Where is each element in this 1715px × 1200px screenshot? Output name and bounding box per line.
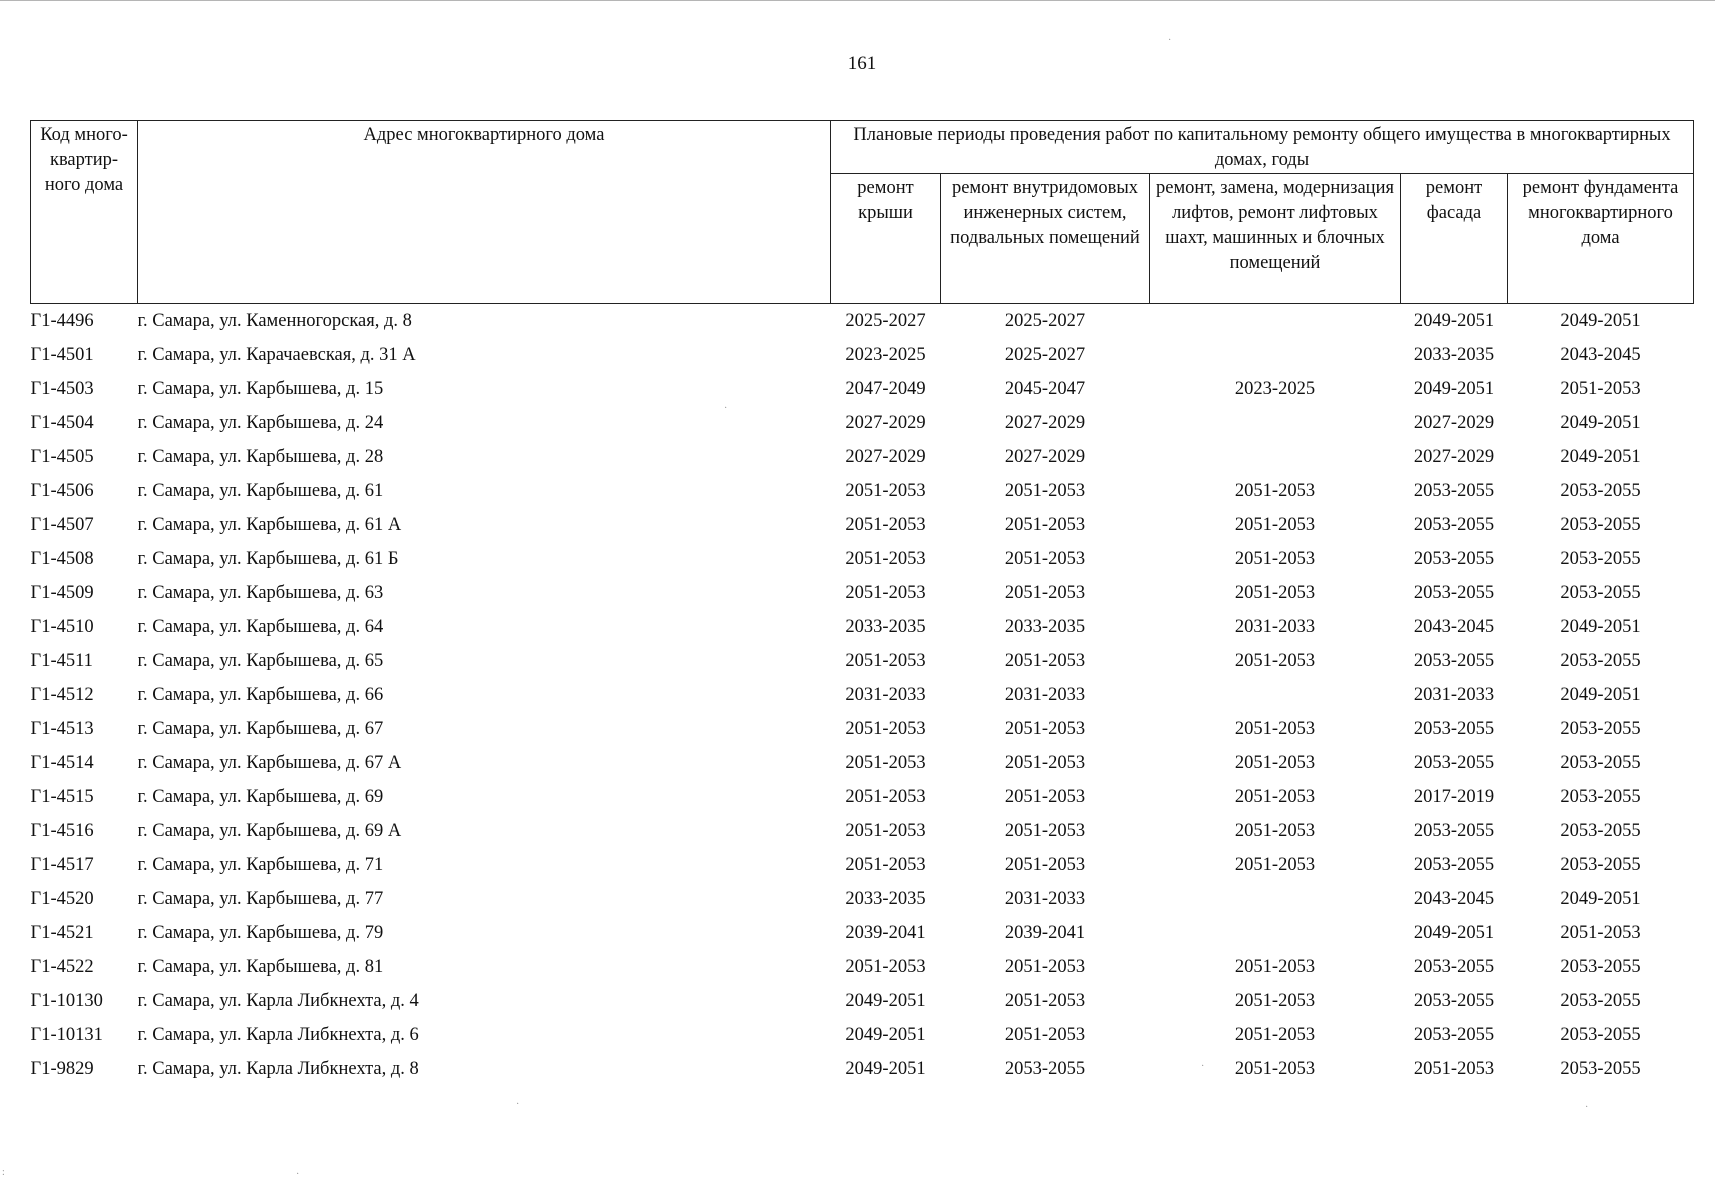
cell-elevators: 2051-2053: [1234, 650, 1316, 671]
header-roof-repair: ремонт крыши: [831, 174, 941, 304]
cell-facade: 2053-2055: [1413, 820, 1495, 841]
table-row: [31, 406, 1694, 440]
table-row: [31, 508, 1694, 542]
cell-engineering-systems: 2031-2033: [1004, 888, 1086, 909]
table-row: [31, 644, 1694, 678]
cell-foundation: 2053-2055: [1560, 480, 1641, 501]
cell-address: г. Самара, ул. Карбышева, д. 67: [137, 718, 384, 739]
cell-roof-repair: 2051-2053: [845, 650, 926, 671]
cell-roof-repair: 2033-2035: [845, 616, 926, 637]
cell-elevators: 2051-2053: [1234, 1024, 1316, 1045]
table-row: [31, 882, 1694, 916]
table-row: [31, 1052, 1694, 1086]
table-row: [31, 984, 1694, 1018]
header-planned-periods: Плановые периоды проведения работ по капитальному ремонту общего имущества в многоквартирных домах, годы: [831, 121, 1694, 174]
cell-facade: 2027-2029: [1413, 446, 1495, 467]
cell-foundation: 2049-2051: [1560, 616, 1641, 637]
table-row: [31, 372, 1694, 406]
cell-elevators: 2051-2053: [1234, 480, 1316, 501]
cell-roof-repair: 2027-2029: [845, 446, 926, 467]
cell-foundation: 2053-2055: [1560, 514, 1641, 535]
cell-foundation: 2049-2051: [1560, 684, 1641, 705]
cell-address: г. Самара, ул. Карбышева, д. 65: [137, 650, 384, 671]
header-facade: ремонт фасада: [1401, 174, 1508, 304]
cell-foundation: 2049-2051: [1560, 446, 1641, 467]
cell-foundation: 2051-2053: [1560, 378, 1641, 399]
cell-foundation: 2053-2055: [1560, 548, 1641, 569]
header-foundation: ремонт фундамента многоквартирного дома: [1508, 174, 1694, 304]
cell-address: г. Самара, ул. Карбышева, д. 61 Б: [137, 548, 399, 569]
cell-elevators: 2051-2053: [1234, 752, 1316, 773]
cell-code: Г1-4506: [30, 480, 94, 501]
page-number: 161: [847, 53, 877, 74]
cell-roof-repair: 2051-2053: [845, 514, 926, 535]
cell-address: г. Самара, ул. Карбышева, д. 69 А: [137, 820, 402, 841]
cell-roof-repair: 2049-2051: [845, 1024, 926, 1045]
cell-elevators: 2051-2053: [1234, 786, 1316, 807]
cell-facade: 2053-2055: [1413, 718, 1495, 739]
cell-elevators: 2051-2053: [1234, 514, 1316, 535]
table-row: [31, 950, 1694, 984]
table-row: [31, 916, 1694, 950]
cell-engineering-systems: 2051-2053: [1004, 650, 1086, 671]
scan-speck: ·: [296, 1169, 300, 1180]
cell-code: Г1-4515: [30, 786, 94, 807]
cell-facade: 2049-2051: [1413, 310, 1495, 331]
table-row: [31, 814, 1694, 848]
cell-address: г. Самара, ул. Карачаевская, д. 31 А: [137, 344, 416, 365]
cell-engineering-systems: 2027-2029: [1004, 446, 1086, 467]
cell-roof-repair: 2051-2053: [845, 820, 926, 841]
header-engineering-systems: ремонт внутридомовых инженерных систем, подвальных помещений: [941, 174, 1150, 304]
cell-elevators: 2051-2053: [1234, 956, 1316, 977]
cell-engineering-systems: 2025-2027: [1004, 310, 1086, 331]
cell-foundation: 2049-2051: [1560, 888, 1641, 909]
cell-roof-repair: 2049-2051: [845, 990, 926, 1011]
cell-code: Г1-9829: [30, 1058, 94, 1079]
cell-foundation: 2053-2055: [1560, 752, 1641, 773]
cell-facade: 2053-2055: [1413, 548, 1495, 569]
cell-code: Г1-4517: [30, 854, 94, 875]
cell-code: Г1-4521: [30, 922, 94, 943]
cell-elevators: 2031-2033: [1234, 616, 1316, 637]
cell-facade: 2053-2055: [1413, 854, 1495, 875]
cell-address: г. Самара, ул. Карбышева, д. 24: [137, 412, 384, 433]
cell-code: Г1-4504: [30, 412, 94, 433]
cell-address: г. Самара, ул. Карбышева, д. 81: [137, 956, 384, 977]
cell-engineering-systems: 2051-2053: [1004, 1024, 1086, 1045]
table-row: [31, 440, 1694, 474]
cell-facade: 2031-2033: [1413, 684, 1495, 705]
cell-engineering-systems: 2051-2053: [1004, 752, 1086, 773]
cell-engineering-systems: 2025-2027: [1004, 344, 1086, 365]
cell-roof-repair: 2051-2053: [845, 752, 926, 773]
cell-code: Г1-4516: [30, 820, 94, 841]
cell-address: г. Самара, ул. Карбышева, д. 77: [137, 888, 384, 909]
cell-code: Г1-10131: [30, 1024, 103, 1045]
cell-roof-repair: 2051-2053: [845, 956, 926, 977]
table-row: [31, 780, 1694, 814]
cell-code: Г1-4509: [30, 582, 94, 603]
cell-address: г. Самара, ул. Карла Либкнехта, д. 6: [137, 1024, 419, 1045]
cell-facade: 2027-2029: [1413, 412, 1495, 433]
cell-code: Г1-4507: [30, 514, 94, 535]
capital-repair-schedule-table: [30, 120, 1694, 1086]
cell-roof-repair: 2031-2033: [845, 684, 926, 705]
cell-engineering-systems: 2051-2053: [1004, 718, 1086, 739]
cell-address: г. Самара, ул. Карла Либкнехта, д. 8: [137, 1058, 419, 1079]
cell-facade: 2053-2055: [1413, 514, 1495, 535]
cell-elevators: 2051-2053: [1234, 718, 1316, 739]
table-row: [31, 610, 1694, 644]
cell-facade: 2043-2045: [1413, 616, 1495, 637]
cell-engineering-systems: 2051-2053: [1004, 854, 1086, 875]
cell-elevators: 2051-2053: [1234, 854, 1316, 875]
cell-facade: 2053-2055: [1413, 956, 1495, 977]
cell-address: г. Самара, ул. Карбышева, д. 61: [137, 480, 384, 501]
cell-elevators: [1150, 882, 1401, 916]
cell-roof-repair: 2051-2053: [845, 480, 926, 501]
cell-engineering-systems: 2031-2033: [1004, 684, 1086, 705]
cell-foundation: 2053-2055: [1560, 1058, 1641, 1079]
cell-foundation: 2051-2053: [1560, 922, 1641, 943]
cell-address: г. Самара, ул. Карбышева, д. 28: [137, 446, 384, 467]
cell-facade: 2053-2055: [1413, 990, 1495, 1011]
scan-speck: ·: [1168, 35, 1172, 46]
table-row: [31, 474, 1694, 508]
cell-roof-repair: 2051-2053: [845, 786, 926, 807]
cell-engineering-systems: 2027-2029: [1004, 412, 1086, 433]
cell-code: Г1-4513: [30, 718, 94, 739]
cell-foundation: 2053-2055: [1560, 786, 1641, 807]
cell-foundation: 2053-2055: [1560, 650, 1641, 671]
cell-code: Г1-4512: [30, 684, 94, 705]
cell-roof-repair: 2033-2035: [845, 888, 926, 909]
cell-engineering-systems: 2033-2035: [1004, 616, 1086, 637]
cell-elevators: 2051-2053: [1234, 820, 1316, 841]
cell-code: Г1-4508: [30, 548, 94, 569]
cell-engineering-systems: 2045-2047: [1004, 378, 1086, 399]
cell-elevators: 2051-2053: [1234, 548, 1316, 569]
cell-roof-repair: 2051-2053: [845, 718, 926, 739]
cell-foundation: 2049-2051: [1560, 310, 1641, 331]
cell-elevators: [1150, 406, 1401, 440]
cell-foundation: 2053-2055: [1560, 854, 1641, 875]
header-address: Адрес многоквартирного дома: [138, 121, 831, 304]
cell-code: Г1-4514: [30, 752, 94, 773]
table-row: [31, 712, 1694, 746]
cell-address: г. Самара, ул. Карбышева, д. 61 А: [137, 514, 402, 535]
cell-code: Г1-4496: [30, 310, 94, 331]
cell-code: Г1-4503: [30, 378, 94, 399]
cell-elevators: [1150, 304, 1401, 339]
cell-roof-repair: 2023-2025: [845, 344, 926, 365]
cell-code: Г1-4520: [30, 888, 94, 909]
cell-engineering-systems: 2051-2053: [1004, 548, 1086, 569]
table-row: [31, 848, 1694, 882]
cell-facade: 2053-2055: [1413, 582, 1495, 603]
cell-foundation: 2053-2055: [1560, 956, 1641, 977]
cell-elevators: [1150, 678, 1401, 712]
cell-foundation: 2053-2055: [1560, 718, 1641, 739]
cell-foundation: 2053-2055: [1560, 1024, 1641, 1045]
cell-roof-repair: 2039-2041: [845, 922, 926, 943]
table-row: [31, 576, 1694, 610]
cell-elevators: 2023-2025: [1234, 378, 1316, 399]
cell-engineering-systems: 2051-2053: [1004, 480, 1086, 501]
cell-elevators: 2051-2053: [1234, 582, 1316, 603]
cell-address: г. Самара, ул. Карла Либкнехта, д. 4: [137, 990, 419, 1011]
cell-facade: 2051-2053: [1413, 1058, 1495, 1079]
cell-code: Г1-4522: [30, 956, 94, 977]
cell-address: г. Самара, ул. Карбышева, д. 67 А: [137, 752, 402, 773]
cell-engineering-systems: 2051-2053: [1004, 990, 1086, 1011]
cell-facade: 2053-2055: [1413, 480, 1495, 501]
cell-elevators: 2051-2053: [1234, 990, 1316, 1011]
scan-speck: :: [2, 1167, 5, 1178]
cell-elevators: 2051-2053: [1234, 1058, 1316, 1079]
cell-foundation: 2053-2055: [1560, 582, 1641, 603]
table-row: [31, 338, 1694, 372]
cell-code: Г1-10130: [30, 990, 103, 1011]
cell-address: г. Самара, ул. Карбышева, д. 66: [137, 684, 384, 705]
cell-engineering-systems: 2051-2053: [1004, 786, 1086, 807]
cell-engineering-systems: 2051-2053: [1004, 514, 1086, 535]
table-row: [31, 542, 1694, 576]
cell-facade: 2043-2045: [1413, 888, 1495, 909]
cell-address: г. Самара, ул. Карбышева, д. 15: [137, 378, 384, 399]
cell-facade: 2017-2019: [1413, 786, 1495, 807]
cell-engineering-systems: 2051-2053: [1004, 582, 1086, 603]
cell-foundation: 2043-2045: [1560, 344, 1641, 365]
table-body: [31, 304, 1694, 1087]
scan-speck: ·: [724, 403, 728, 414]
cell-code: Г1-4501: [30, 344, 94, 365]
table-row: [31, 746, 1694, 780]
cell-engineering-systems: 2051-2053: [1004, 820, 1086, 841]
cell-elevators: [1150, 338, 1401, 372]
table-row: [31, 678, 1694, 712]
cell-roof-repair: 2049-2051: [845, 1058, 926, 1079]
cell-foundation: 2053-2055: [1560, 820, 1641, 841]
cell-facade: 2053-2055: [1413, 1024, 1495, 1045]
table-row: [31, 1018, 1694, 1052]
header-code: Код много-квартир-ного дома: [31, 121, 138, 304]
cell-engineering-systems: 2051-2053: [1004, 956, 1086, 977]
cell-elevators: [1150, 440, 1401, 474]
cell-code: Г1-4510: [30, 616, 94, 637]
cell-address: г. Самара, ул. Карбышева, д. 79: [137, 922, 384, 943]
cell-address: г. Самара, ул. Каменногорская, д. 8: [137, 310, 412, 331]
cell-foundation: 2049-2051: [1560, 412, 1641, 433]
cell-engineering-systems: 2039-2041: [1004, 922, 1086, 943]
cell-code: Г1-4511: [30, 650, 93, 671]
cell-roof-repair: 2025-2027: [845, 310, 926, 331]
cell-roof-repair: 2051-2053: [845, 582, 926, 603]
cell-facade: 2053-2055: [1413, 650, 1495, 671]
cell-roof-repair: 2027-2029: [845, 412, 926, 433]
cell-foundation: 2053-2055: [1560, 990, 1641, 1011]
header-elevators: ремонт, замена, модернизация лифтов, ремонт лифтовых шахт, машинных и блочных помещений: [1150, 174, 1401, 304]
scan-speck: ·: [1585, 1102, 1589, 1113]
cell-elevators: [1150, 916, 1401, 950]
cell-address: г. Самара, ул. Карбышева, д. 69: [137, 786, 384, 807]
table-header: [31, 121, 1694, 304]
scan-speck: ·: [1201, 1061, 1205, 1072]
cell-engineering-systems: 2053-2055: [1004, 1058, 1086, 1079]
cell-address: г. Самара, ул. Карбышева, д. 71: [137, 854, 384, 875]
table-row: [31, 304, 1694, 339]
cell-facade: 2053-2055: [1413, 752, 1495, 773]
cell-address: г. Самара, ул. Карбышева, д. 64: [137, 616, 384, 637]
cell-roof-repair: 2051-2053: [845, 548, 926, 569]
cell-address: г. Самара, ул. Карбышева, д. 63: [137, 582, 384, 603]
cell-roof-repair: 2051-2053: [845, 854, 926, 875]
cell-facade: 2033-2035: [1413, 344, 1495, 365]
header-row-main: [31, 121, 1694, 174]
cell-facade: 2049-2051: [1413, 378, 1495, 399]
cell-code: Г1-4505: [30, 446, 94, 467]
top-border-line: [0, 0, 1715, 1]
cell-facade: 2049-2051: [1413, 922, 1495, 943]
cell-roof-repair: 2047-2049: [845, 378, 926, 399]
scan-speck: ·: [516, 1099, 520, 1110]
